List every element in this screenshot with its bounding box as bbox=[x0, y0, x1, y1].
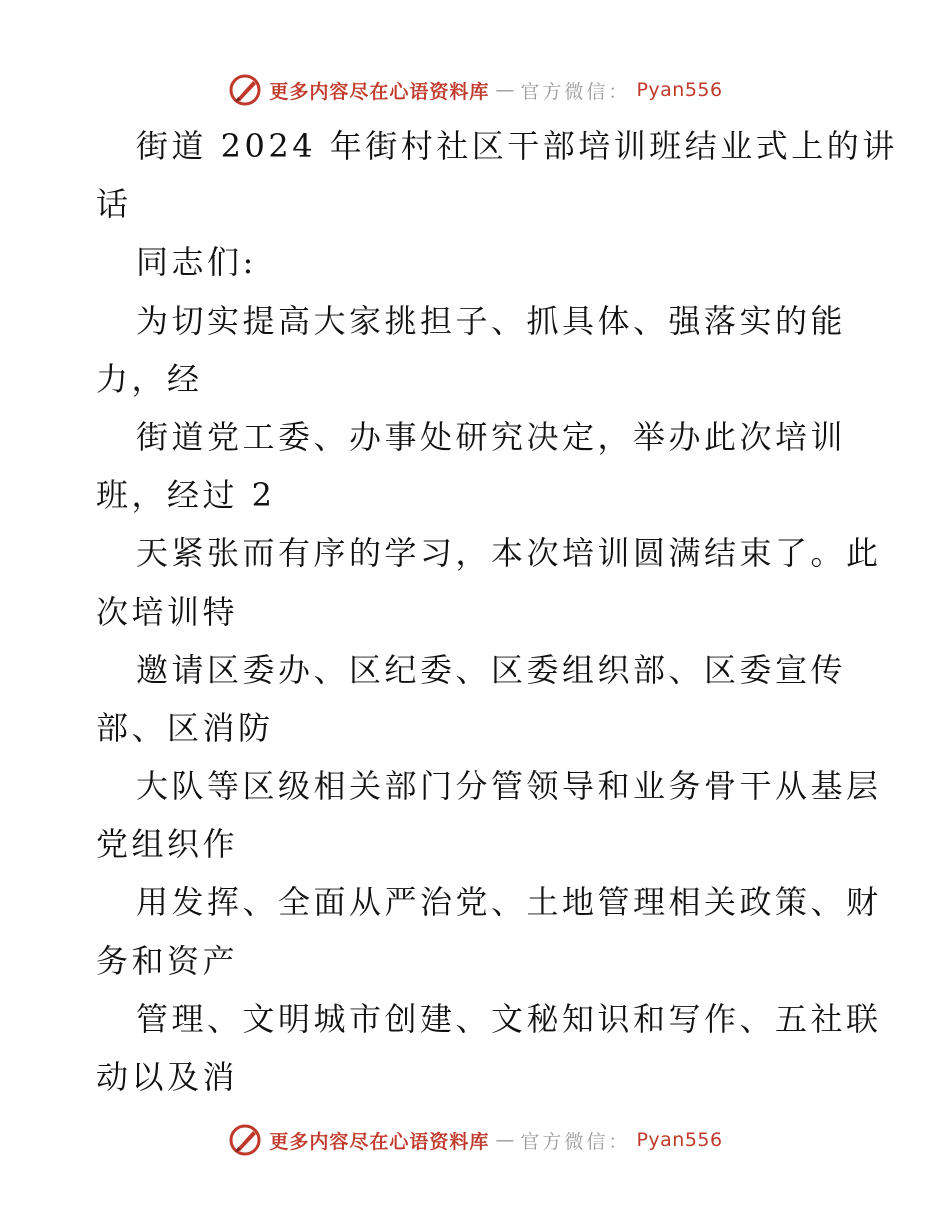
text-line: 大队等区级相关部门分管领导和业务骨干从基层 bbox=[136, 767, 882, 806]
text-line: 用发挥、全面从严治党、土地管理相关政策、财 bbox=[136, 883, 882, 922]
text-line: 次培训特 bbox=[96, 592, 239, 631]
watermark-footer bbox=[0, 1120, 950, 1160]
watermark-wechat-label: 官方微信： bbox=[520, 80, 631, 103]
text-line: 力，经 bbox=[96, 359, 203, 398]
document-body bbox=[96, 117, 898, 1106]
watermark-wechat-id: Pyan556 bbox=[636, 79, 723, 101]
text-line: 为切实提高大家挑担子、抓具体、强落实的能 bbox=[136, 301, 847, 340]
text-line: 班，经过 2 bbox=[96, 476, 276, 515]
text-line: 邀请区委办、区纪委、区委组织部、区委宣传 bbox=[136, 650, 847, 689]
watermark-separator: — bbox=[495, 79, 515, 101]
text-line: 街道 2024 年街村社区干部培训班结业式上的讲 bbox=[136, 127, 898, 165]
watermark-wechat-label: 官方微信： bbox=[520, 1130, 631, 1153]
text-line: 部、区消防 bbox=[96, 708, 274, 747]
watermark-main-text: 更多内容尽在心语资料库 bbox=[269, 80, 490, 103]
text-line: 党组织作 bbox=[96, 825, 239, 864]
watermark-separator: — bbox=[495, 1129, 515, 1151]
watermark-header bbox=[0, 70, 950, 110]
text-line: 同志们: bbox=[136, 243, 257, 282]
watermark-wechat-id: Pyan556 bbox=[636, 1129, 723, 1151]
text-line: 管理、文明城市创建、文秘知识和写作、五社联 bbox=[136, 999, 882, 1038]
text-line: 话 bbox=[96, 185, 132, 224]
text-line: 务和资产 bbox=[96, 941, 239, 980]
text-line: 街道党工委、办事处研究决定，举办此次培训 bbox=[136, 417, 847, 456]
watermark-main-text: 更多内容尽在心语资料库 bbox=[269, 1130, 490, 1153]
quill-logo-icon bbox=[227, 72, 263, 108]
text-line: 天紧张而有序的学习，本次培训圆满结束了。此 bbox=[136, 534, 882, 573]
text-line: 动以及消 bbox=[96, 1058, 239, 1096]
quill-logo-icon bbox=[227, 1122, 263, 1158]
